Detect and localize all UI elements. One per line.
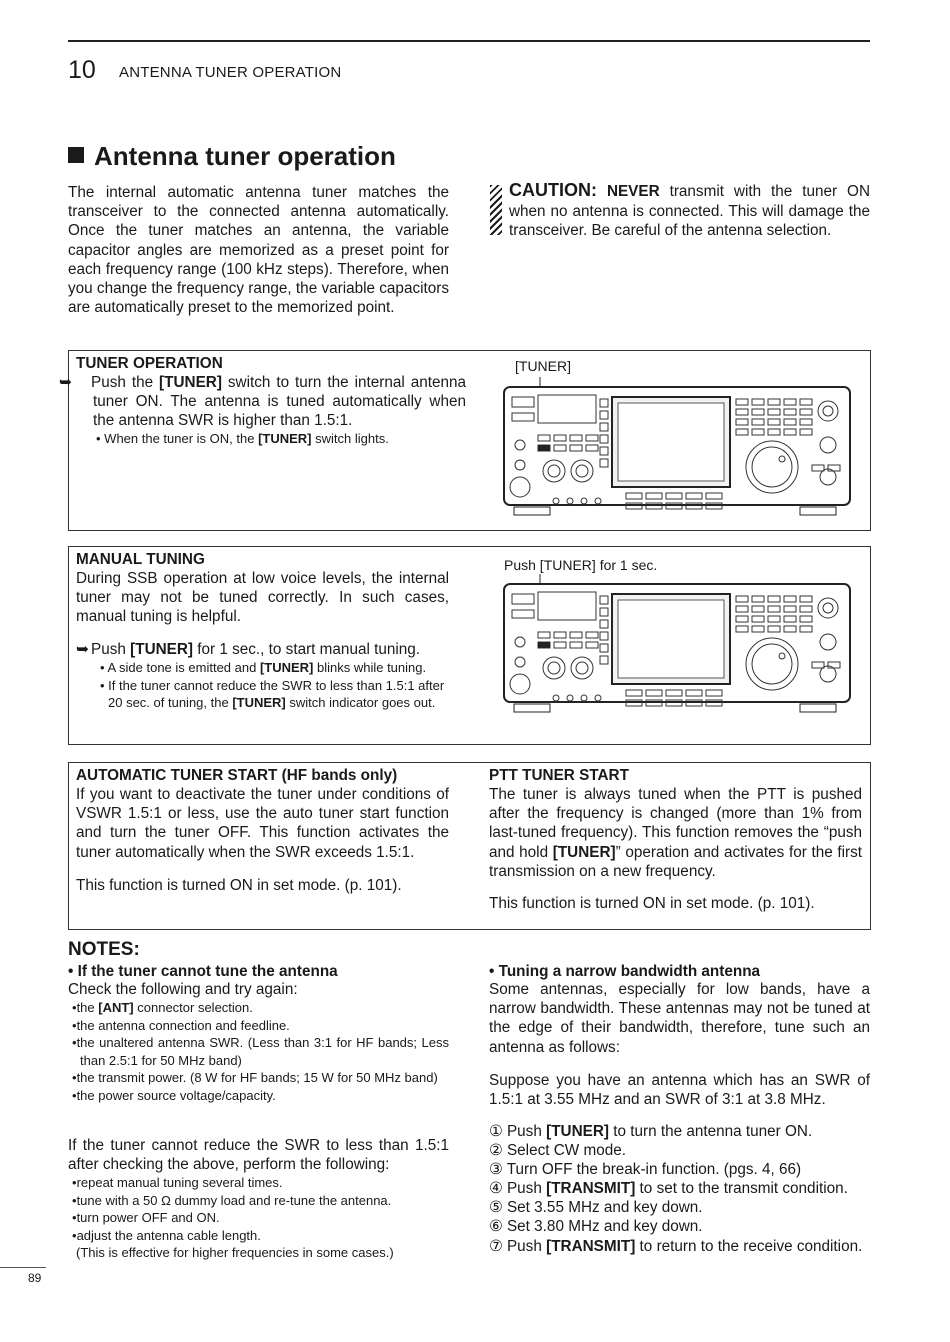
manual-tuning-heading: MANUAL TUNING [76,551,205,568]
auto-start-text: If you want to deactivate the tuner under conditions of VSWR 1.5:1 or less, use the auto tuner start function and turn the tuner OFF. This function activates the tuner automatically when the SWR exceeds 1.5:1. [76,786,449,861]
step-item: ⑥ Set 3.80 MHz and key down. [489,1218,703,1236]
ptt-start-text2: This function is turned ON in set mode. (p. 101). [489,895,815,912]
list-item: •the transmit power. (8 W for HF bands; 15 W for 50 MHz band) [72,1070,438,1085]
step-item: ② Select CW mode. [489,1142,626,1160]
notes-right-subhead: • Tuning a narrow bandwidth antenna [489,963,761,980]
notes-right-steps [489,1122,874,1256]
list-item: •turn power OFF and ON. [72,1210,220,1225]
transceiver-illustration-1 [500,373,852,521]
step-item: ① Push [TUNER] to turn the antenna tuner ON. [489,1123,813,1140]
list-item-note: (This is effective for higher frequencies in some cases.) [76,1245,394,1260]
step-item: ③ Turn OFF the break-in function. (pgs. 4, 66) [489,1161,802,1179]
caution-label: CAUTION: [509,180,597,200]
list-item: •the [ANT] connector selection. [72,1000,253,1015]
square-bullet-icon [68,147,84,163]
notes-right-text: Some antennas, especially for low bands, have a narrow bandwidth. These antennas may not be tuned at the edge of their bandwidth, therefore, tune such an antenna as follows: [489,981,870,1056]
arrow-icon: ➥ [59,374,72,391]
auto-start-heading: AUTOMATIC TUNER START (HF bands only) [76,767,398,784]
list-item: •repeat manual tuning several times. [72,1175,283,1190]
notes-title: NOTES: [68,939,140,960]
notes-left-checklist [68,999,449,1104]
list-item: • If the tuner cannot reduce the SWR to less than 1.5:1 after 20 sec. of tuning, the [TUNER] switch indicator goes out. [100,677,445,710]
manual-tuning-text: During SSB operation at low voice levels, the internal tuner may not be tuned correctly. In such cases, manual tuning is helpful. [76,570,449,626]
tuner-operation-note: • When the tuner is ON, the [TUNER] switch lights. [96,431,389,446]
notes-left-follow: If the tuner cannot reduce the SWR to less than 1.5:1 after checking the above, perform the following: [68,1137,449,1174]
figure1-label: [TUNER] [515,358,571,374]
manual-tuning-bullets [96,659,451,712]
figure2-label: Push [TUNER] for 1 sec. [504,557,658,573]
auto-start-text2: This function is turned ON in set mode. (p. 101). [76,877,402,894]
caution-never: NEVER [606,183,660,200]
page-number: 89 [28,1271,42,1285]
tuner-operation-heading: TUNER OPERATION [76,355,223,372]
list-item: •the unaltered antenna SWR. (Less than 3:1 for HF bands; Less than 2.5:1 for 50 MHz band) [72,1035,449,1068]
page-number-rule [0,1267,46,1268]
transceiver-illustration-2 [500,570,852,718]
list-item: •the antenna connection and feedline. [72,1017,290,1033]
header-rule [68,40,870,42]
notes-left-actions [68,1174,449,1262]
notes-right-text2: Suppose you have an antenna which has an SWR of 1.5:1 at 3.55 MHz and an SWR of 3:1 at 3.8 MHz. [489,1072,870,1109]
caution-block [509,181,870,241]
notes-left-subhead: • If the tuner cannot tune the antenna [68,963,338,980]
tuner-operation-step: ➥ Push the [TUNER] switch to turn the internal antenna tuner ON. The antenna is tuned automatically when the antenna SWR is higher than 1.5:1. [59,374,466,430]
list-item: •tune with a 50 Ω dummy load and re-tune the antenna. [72,1192,392,1208]
chapter-title: ANTENNA TUNER OPERATION [119,64,342,81]
step-item: ⑦ Push [TRANSMIT] to return to the receive condition. [489,1237,863,1255]
section-title: Antenna tuner operation [68,139,396,173]
step-item: ⑤ Set 3.55 MHz and key down. [489,1199,703,1217]
notes-left-intro: Check the following and try again: [68,981,298,998]
list-item: • A side tone is emitted and [TUNER] blinks while tuning. [100,660,427,675]
chapter-number: 10 [68,56,96,84]
step-item: ④ Push [TRANSMIT] to set to the transmit condition. [489,1180,848,1198]
list-item: •the power source voltage/capacity. [72,1087,276,1103]
caution-text: transmit with the tuner ON when no antenna is connected. This will damage the transceiver. Be careful of the antenna selection. [509,183,870,239]
ptt-start-heading: PTT TUNER START [489,767,629,784]
list-item: •adjust the antenna cable length. [72,1227,261,1243]
manual-tuning-step: ➥ Push [TUNER] for 1 sec., to start manual tuning. [76,641,421,658]
intro-paragraph: The internal automatic antenna tuner matches the transceiver to the connected antenna automatically. Once the tuner matches an antenna, the variable capacitor angles are memorized as a preset point for each frequency range (100 kHz steps). Therefore, when you change the frequency range, the variable capacitors are automatically preset to the memorized point. [68,184,449,317]
caution-hatch-icon [490,185,502,235]
arrow-icon: ➥ [76,641,89,658]
ptt-start-text: The tuner is always tuned when the PTT is pushed after the frequency is changed (more than 1% from last-tuned frequency). This function removes the “push and hold [TUNER]” operation and activates for the first transmission on a new frequency. [489,786,862,880]
